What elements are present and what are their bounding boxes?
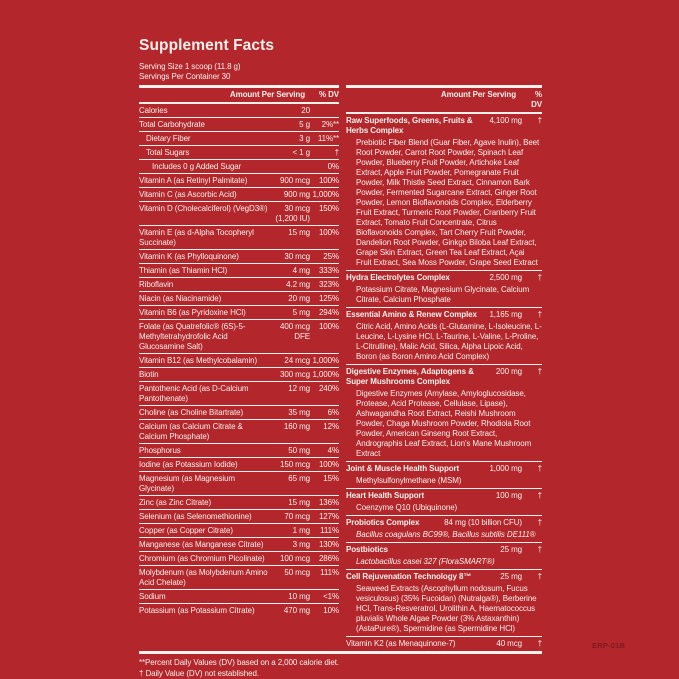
- complex-name: Heart Health Support: [346, 490, 425, 500]
- complex-section: [346, 569, 542, 636]
- complex-section: [346, 307, 542, 364]
- complex-ingredients: Lactobacillus casei 327 (FloraSMART®): [356, 556, 495, 566]
- complex-name: Digestive Enzymes, Adaptogens & Super Mushrooms Complex: [346, 366, 474, 386]
- amount-per-serving-header: Amount Per Serving: [229, 90, 305, 99]
- nutrient-row: [139, 457, 339, 471]
- nutrient-amount: 30 mcg (1,200 IU): [275, 203, 310, 223]
- nutrient-row: [139, 367, 339, 381]
- complex-amount: 200 mg: [495, 366, 522, 376]
- nutrient-name: Pantothenic Acid (as D-Calcium Pantothenate): [139, 383, 249, 403]
- nutrient-dv: 294%: [318, 307, 339, 317]
- nutrient-amount: 30 mcg: [284, 251, 310, 261]
- nutrient-name: Vitamin E (as d-Alpha Tocopheryl Succinate): [139, 227, 254, 247]
- nutrient-dv: 127%: [318, 511, 339, 521]
- nutrient-amount: 900 mcg: [280, 175, 310, 185]
- complex-name: Postbiotics: [346, 544, 389, 554]
- complex-ingredients: Digestive Enzymes (Amylase, Amyloglucosidase, Protease, Acid Protease, Cellulase, Lipase), Ashwagandha Root Extract, Reishi Mushroom Powder, Chaga Mushroom Powder, Rhodiola Root Powder, American Ginseng Root Extract, Andrographis Leaf Extract, Lion's Mane Mushroom Extract: [356, 388, 532, 458]
- nutrient-name: Manganese (as Manganese Citrate): [139, 539, 264, 549]
- nutrient-name: Vitamin D (Cholecalciferol) (VegD3®): [139, 203, 268, 213]
- nutrient-row: [139, 173, 339, 187]
- nutrient-dv: 240%: [318, 383, 339, 393]
- nutrient-name: Riboflavin: [139, 279, 174, 289]
- nutrient-name: Zinc (as Zinc Citrate): [139, 497, 212, 507]
- complex-amount: 2,500 mg: [489, 272, 522, 282]
- nutrient-name: Copper (as Copper Citrate): [139, 525, 233, 535]
- complex-amount: 84 mg (10 billion CFU): [444, 517, 522, 527]
- footnotes: [139, 654, 439, 679]
- nutrient-name: Total Carbohydrate: [139, 119, 205, 129]
- complex-header-row: [346, 545, 542, 555]
- nutrient-dv: 4%: [327, 445, 339, 455]
- complex-header-row: [346, 572, 542, 582]
- amount-per-serving-header: Amount Per Serving: [440, 90, 516, 99]
- nutrient-amount: 900 mg: [283, 189, 310, 199]
- complex-section: [346, 515, 542, 542]
- nutrient-name: Potassium (as Potassium Citrate): [139, 605, 255, 615]
- nutrient-row: [139, 131, 339, 145]
- complex-amount: 1,165 mg: [489, 309, 522, 319]
- complex-dv: †: [537, 571, 542, 581]
- nutrient-amount: 50 mcg: [284, 567, 310, 577]
- nutrient-dv: 11%**: [317, 133, 339, 143]
- nutrient-amount: 470 mg: [283, 605, 310, 615]
- nutrient-amount: 4.2 mg: [286, 279, 310, 289]
- dv-header: % DV: [531, 90, 542, 109]
- nutrient-row: [139, 319, 339, 353]
- complex-header-row: [346, 367, 542, 387]
- nutrient-row: [139, 353, 339, 367]
- nutrient-name: Vitamin K (as Phylloquinone): [139, 251, 239, 261]
- columns: [139, 85, 542, 651]
- complex-dv: †: [537, 517, 542, 527]
- nutrient-dv: 0%: [327, 161, 339, 171]
- nutrient-name: Vitamin A (as Retinyl Palmitate): [139, 175, 248, 185]
- nutrient-dv: 10%: [323, 605, 339, 615]
- complex-section: [346, 114, 542, 270]
- complex-name: Cell Rejuvenation Technology 8™: [346, 571, 472, 581]
- complex-name: Joint & Muscle Health Support: [346, 463, 460, 473]
- nutrient-row: [139, 509, 339, 523]
- nutrient-amount: 24 mcg: [284, 355, 310, 365]
- nutrient-row: [139, 305, 339, 319]
- nutrient-amount: 1 mg: [292, 525, 310, 535]
- nutrient-dv: 333%: [318, 265, 339, 275]
- left-column: [139, 85, 339, 617]
- complex-section: [346, 270, 542, 307]
- nutrient-name: Phosphorus: [139, 445, 181, 455]
- nutrient-name: Vitamin B12 (as Methylcobalamin): [139, 355, 258, 365]
- complex-ingredients: Seaweed Extracts (Ascophyllum nodosum, Fucus vesiculosus) (35% Fucoidan) (Nutralga®), Berberine HCl, Trans-Resveratrol, Urolithin A, Haematococcus pluvialis Whole Algae Powder (3% Astaxanthin) (AstaPure®), Spermidine (as Spermidine HCl): [356, 583, 537, 633]
- nutrient-name: Biotin: [139, 369, 159, 379]
- nutrient-row: [139, 495, 339, 509]
- nutrient-amount: 3 g: [299, 133, 310, 143]
- complex-amount: 25 mg: [500, 571, 522, 581]
- nutrient-name: Thiamin (as Thiamin HCl): [139, 265, 228, 275]
- nutrient-amount: 20 mg: [288, 293, 310, 303]
- complex-ingredients: Bacillus coagulans BC99®, Bacillus subtilis DE111®: [356, 529, 536, 539]
- footnote-dagger: † Daily Value (DV) not established.: [139, 669, 259, 678]
- complex-section: [346, 542, 542, 569]
- complex-dv: †: [537, 366, 542, 376]
- product-code: ERP-01B: [592, 641, 626, 650]
- nutrient-amount: 5 g: [299, 119, 310, 129]
- complex-dv: †: [537, 115, 542, 125]
- nutrient-row: [139, 565, 339, 589]
- nutrient-row: [139, 277, 339, 291]
- complex-dv: †: [537, 272, 542, 282]
- right-column-header: [346, 85, 542, 114]
- nutrient-dv: 286%: [318, 553, 339, 563]
- complex-header-row: [346, 491, 542, 501]
- complex-header-row: [346, 639, 542, 649]
- nutrient-name: Folate (as Quatrefolic® (6S)-5-Methyltetrahydrofolic Acid Glucosamine Salt): [139, 321, 246, 351]
- nutrient-row: [139, 249, 339, 263]
- nutrient-amount: 4 mg: [292, 265, 310, 275]
- complex-header-row: [346, 310, 542, 320]
- nutrient-name: Selenium (as Selenomethionine): [139, 511, 252, 521]
- nutrient-name: Calories: [139, 105, 168, 115]
- nutrient-row: [139, 551, 339, 565]
- nutrient-row: [139, 537, 339, 551]
- nutrient-dv: 15%: [323, 473, 339, 483]
- complex-amount: 25 mg: [500, 544, 522, 554]
- nutrient-amount: 150 mcg: [280, 459, 310, 469]
- nutrient-name: Dietary Fiber: [146, 133, 191, 143]
- nutrient-row: [139, 523, 339, 537]
- complex-amount: 40 mcg: [496, 638, 522, 648]
- nutrient-amount: 20: [301, 105, 310, 115]
- nutrient-amount: 70 mcg: [284, 511, 310, 521]
- nutrient-row: [139, 471, 339, 495]
- complex-ingredients: Citric Acid, Amino Acids (L-Glutamine, L-Isoleucine, L-Leucine, L-Lysine HCl, L-Taurine, L-Valine, L-Proline, L-Citrulline), Malic Acid, Silica, Alpha Lipoic Acid, Boron (as Boron Amino Acid Complex): [356, 321, 542, 361]
- nutrient-row: [139, 381, 339, 405]
- nutrient-dv: 125%: [318, 293, 339, 303]
- nutrient-row: [139, 117, 339, 131]
- nutrient-dv: 136%: [318, 497, 339, 507]
- complex-dv: †: [537, 490, 542, 500]
- nutrient-row: [139, 159, 339, 173]
- nutrient-dv: 100%: [318, 459, 339, 469]
- dv-header: % DV: [318, 90, 339, 99]
- facts-panel: [139, 37, 542, 679]
- nutrient-name: Molybdenum (as Molybdenum Amino Acid Chelate): [139, 567, 268, 587]
- nutrient-row: [139, 201, 339, 225]
- nutrient-amount: 15 mg: [288, 497, 310, 507]
- servings-per-container: Servings Per Container 30: [139, 72, 231, 81]
- complex-ingredients: Coenzyme Q10 (Ubiquinone): [356, 502, 458, 512]
- complex-section: [346, 636, 542, 651]
- nutrient-dv: <1%: [323, 591, 339, 601]
- nutrient-row: [139, 104, 339, 117]
- nutrient-amount: 12 mg: [288, 383, 310, 393]
- nutrient-name: Includes 0 g Added Sugar: [152, 161, 242, 171]
- nutrient-dv: 1,000%: [312, 189, 339, 199]
- nutrient-dv: 6%: [327, 407, 339, 417]
- complex-header-row: [346, 464, 542, 474]
- complex-amount: 4,100 mg: [489, 115, 522, 125]
- nutrient-name: Choline (as Choline Bitartrate): [139, 407, 244, 417]
- nutrient-row: [139, 419, 339, 443]
- nutrient-dv: 100%: [318, 227, 339, 237]
- panel-title: Supplement Facts: [139, 37, 275, 54]
- nutrient-amount: 50 mg: [288, 445, 310, 455]
- nutrient-amount: < 1 g: [292, 147, 310, 157]
- complex-amount: 100 mg: [495, 490, 522, 500]
- nutrient-amount: 300 mcg: [280, 369, 310, 379]
- complex-section: [346, 364, 542, 461]
- nutrient-amount: 3 mg: [292, 539, 310, 549]
- complex-ingredients: Prebiotic Fiber Blend (Guar Fiber, Agave Inulin), Beet Root Powder, Carrot Root Powder, Spinach Leaf Powder, Blueberry Fruit Powder, Artichoke Leaf Extract, Apple Fruit Powder, Pomegranate Fruit Powder, Milk Thistle Seed Extract, Cinnamon Bark Powder, Fermented Sugarcane Extract, Ginger Root Powder, Lemon Bioflavonoids Complex, Elderberry Fruit Extract, Turmeric Root Powder, Cranberry Fruit Extract, Tomato Fruit Concentrate, Citrus Bioflavonoids Complex, Tart Cherry Fruit Powder, Dandelion Root Powder, Ginkgo Biloba Leaf Extract, Grape Skin Extract, Green Tea Leaf Extract, Açai Fruit Extract, Sea Moss Powder, Grape Seed Extract: [356, 137, 540, 267]
- nutrient-dv: 100%: [318, 175, 339, 185]
- complex-dv: †: [537, 638, 542, 648]
- complex-name: Raw Superfoods, Greens, Fruits & Herbs Complex: [346, 115, 473, 135]
- nutrient-row: [139, 291, 339, 305]
- nutrient-name: Calcium (as Calcium Citrate & Calcium Phosphate): [139, 421, 243, 441]
- complex-dv: †: [537, 544, 542, 554]
- complex-name: Essential Amino & Renew Complex: [346, 309, 477, 319]
- complex-header-row: [346, 273, 542, 283]
- complex-header-row: [346, 518, 542, 528]
- right-column: [346, 85, 542, 651]
- complex-header-row: [346, 116, 542, 136]
- complex-name: Vitamin K2 (as Menaquinone-7): [346, 638, 456, 648]
- nutrient-name: Vitamin B6 (as Pyridoxine HCl): [139, 307, 246, 317]
- nutrient-name: Iodine (as Potassium Iodide): [139, 459, 238, 469]
- nutrient-amount: 100 mcg: [280, 553, 310, 563]
- nutrient-dv: 111%: [320, 525, 339, 535]
- nutrient-dv: 1,000%: [312, 355, 339, 365]
- nutrient-name: Niacin (as Niacinamide): [139, 293, 222, 303]
- nutrient-amount: 65 mg: [288, 473, 310, 483]
- nutrient-row: [139, 443, 339, 457]
- complex-name: Hydra Electrolytes Complex: [346, 272, 450, 282]
- nutrient-amount: 5 mg: [292, 307, 310, 317]
- nutrient-dv: 323%: [318, 279, 339, 289]
- nutrient-amount: 160 mg: [283, 421, 310, 431]
- nutrient-amount: 10 mg: [288, 591, 310, 601]
- complex-name: Probiotics Complex: [346, 517, 420, 527]
- nutrient-name: Magnesium (as Magnesium Glycinate): [139, 473, 235, 493]
- complex-dv: †: [537, 309, 542, 319]
- complex-sections: [346, 114, 542, 651]
- nutrient-name: Sodium: [139, 591, 166, 601]
- nutrient-dv: 100%: [318, 321, 339, 331]
- left-column-header: [139, 85, 339, 104]
- complex-ingredients: Potassium Citrate, Magnesium Glycinate, Calcium Citrate, Calcium Phosphate: [356, 284, 530, 304]
- nutrient-amount: 15 mg: [288, 227, 310, 237]
- footnote-daily-values: **Percent Daily Values (DV) based on a 2,000 calorie diet.: [139, 658, 339, 667]
- nutrient-row: [139, 225, 339, 249]
- nutrient-row: [139, 187, 339, 201]
- nutrient-rows: [139, 104, 339, 617]
- nutrient-row: [139, 145, 339, 159]
- nutrient-amount: 35 mg: [288, 407, 310, 417]
- nutrient-name: Total Sugars: [146, 147, 190, 157]
- nutrient-dv: 130%: [318, 539, 339, 549]
- complex-section: [346, 488, 542, 515]
- nutrient-dv: †: [334, 147, 339, 157]
- complex-ingredients: Methylsulfonylmethane (MSM): [356, 475, 462, 485]
- nutrient-row: [139, 405, 339, 419]
- nutrient-row: [139, 263, 339, 277]
- nutrient-row: [139, 589, 339, 603]
- nutrient-dv: 1,000%: [312, 369, 339, 379]
- nutrient-dv: 150%: [318, 203, 339, 213]
- nutrient-name: Chromium (as Chromium Picolinate): [139, 553, 265, 563]
- complex-dv: †: [537, 463, 542, 473]
- nutrient-row: [139, 603, 339, 617]
- serving-size: Serving Size 1 scoop (11.8 g): [139, 62, 241, 71]
- nutrient-dv: 12%: [323, 421, 339, 431]
- complex-amount: 1,000 mg: [489, 463, 522, 473]
- nutrient-name: Vitamin C (as Ascorbic Acid): [139, 189, 237, 199]
- complex-section: [346, 461, 542, 488]
- nutrient-amount: 400 mcg DFE: [280, 321, 310, 341]
- nutrient-dv: 25%: [323, 251, 339, 261]
- nutrient-dv: 111%: [320, 567, 339, 577]
- nutrient-dv: 2%**: [321, 119, 339, 129]
